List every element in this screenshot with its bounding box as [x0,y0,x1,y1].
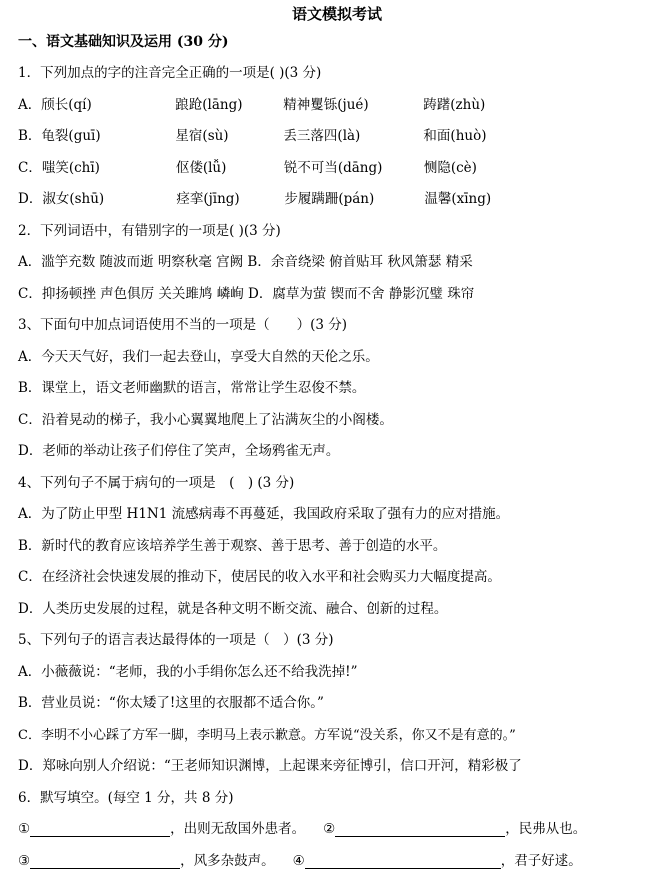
option-label: C． [18,153,42,185]
blank-number: ③ [18,846,30,877]
question-4-option-a: A．为了防止甲型 H1N1 流感病毒不再蔓延，我国政府采取了强有力的应对措施。 [18,499,656,531]
question-5-option-d: D．郑咏向别人介绍说：“王老师知识渊博，上起课来旁征博引，信口开河，精彩极了 [18,751,656,783]
question-1-option-b [18,121,656,153]
option-item: 龟裂(guī) [41,121,175,153]
question-5-option-a: A．小薇薇说：“老师，我的小手绢你怎么还不给我洗掉!” [18,657,656,689]
blank-text: ，风多杂鼓声。 [180,846,275,877]
fill-blank[interactable] [305,854,501,869]
fill-blank[interactable] [30,854,180,869]
question-3-option-a: A．今天天气好，我们一起去登山，享受大自然的天伦之乐。 [18,342,656,374]
question-1-option-d [18,184,656,216]
fill-blank[interactable] [335,822,505,837]
option-item: 淑女(shū) [42,184,176,216]
section-heading: 一、语文基础知识及运用 (30 分) [18,30,656,58]
question-2-options-ab: A．滥竽充数 随波而逝 明察秋毫 宫阙 B．余音绕梁 俯首贴耳 秋风箫瑟 精采 [18,247,656,279]
blank-number: ① [18,814,30,846]
exam-title: 语文模拟考试 [18,0,656,30]
question-5-stem: 5、下列句子的语言表达最得体的一项是（ ）(3 分) [18,625,656,657]
question-6-stem: 6．默写填空。(每空 1 分，共 8 分) [18,783,656,815]
option-item: 恻隐(cè) [424,153,477,185]
blank-text: ，出则无敌国外患者。 [170,814,305,846]
option-item: 精神矍铄(jué) [283,90,423,122]
blank-text: ，君子好逑。 [501,846,582,877]
option-item: 踌躇(zhù) [423,90,485,122]
option-item: 伛偻(lǚ) [176,153,284,185]
option-item: 痉挛(jīng) [176,184,284,216]
question-2-options-cd: C．抑扬顿挫 声色俱厉 关关雎鸠 嶙峋 D．腐草为萤 锲而不舍 静影沉璧 珠帘 [18,279,656,311]
option-item: 颀长(qí) [41,90,175,122]
option-label: A． [18,90,41,122]
question-3-stem: 3、下面句中加点词语使用不当的一项是（ ）(3 分) [18,310,656,342]
question-3-option-d: D．老师的举动让孩子们停住了笑声，全场鸦雀无声。 [18,436,656,468]
question-4-option-d: D．人类历史发展的过程，就是各种文明不断交流、融合、创新的过程。 [18,594,656,626]
blank-number: ② [323,814,335,846]
question-3-option-c: C．沿着晃动的梯子，我小心翼翼地爬上了沾满灰尘的小阁楼。 [18,405,656,437]
option-item: 嗤笑(chī) [42,153,176,185]
option-item: 和面(huò) [423,121,486,153]
blank-number: ④ [293,846,305,877]
option-item: 锐不可当(dāng) [284,153,424,185]
question-4-option-c: C．在经济社会快速发展的推动下，使居民的收入水平和社会购买力大幅度提高。 [18,562,656,594]
question-6-row-1 [18,814,656,846]
option-item: 步履蹒跚(pán) [284,184,424,216]
question-6-row-2 [18,846,656,877]
question-5-option-c: C．李明不小心踩了方军一脚，李明马上表示歉意。方军说“没关系，你又不是有意的。” [18,720,656,752]
question-1-option-a [18,90,656,122]
question-3-option-b: B．课堂上，语文老师幽默的语言，常常让学生忍俊不禁。 [18,373,656,405]
option-item: 温馨(xīng) [424,184,491,216]
question-1-option-c [18,153,656,185]
fill-blank[interactable] [30,822,170,837]
option-item: 踉跄(lāng) [175,90,283,122]
option-label: B． [18,121,41,153]
question-1-stem: 1．下列加点的字的注音完全正确的一项是( )(3 分) [18,58,656,90]
option-label: D． [18,184,42,216]
option-item: 星宿(sù) [175,121,283,153]
option-item: 丢三落四(là) [283,121,423,153]
blank-text: ，民弗从也。 [505,814,586,846]
question-4-stem: 4、下列句子不属于病句的一项是 ( ) (3 分) [18,468,656,500]
question-5-option-b: B．营业员说：“你太矮了!这里的衣服都不适合你。” [18,688,656,720]
question-4-option-b: B．新时代的教育应该培养学生善于观察、善于思考、善于创造的水平。 [18,531,656,563]
question-2-stem: 2．下列词语中，有错别字的一项是( )(3 分) [18,216,656,248]
